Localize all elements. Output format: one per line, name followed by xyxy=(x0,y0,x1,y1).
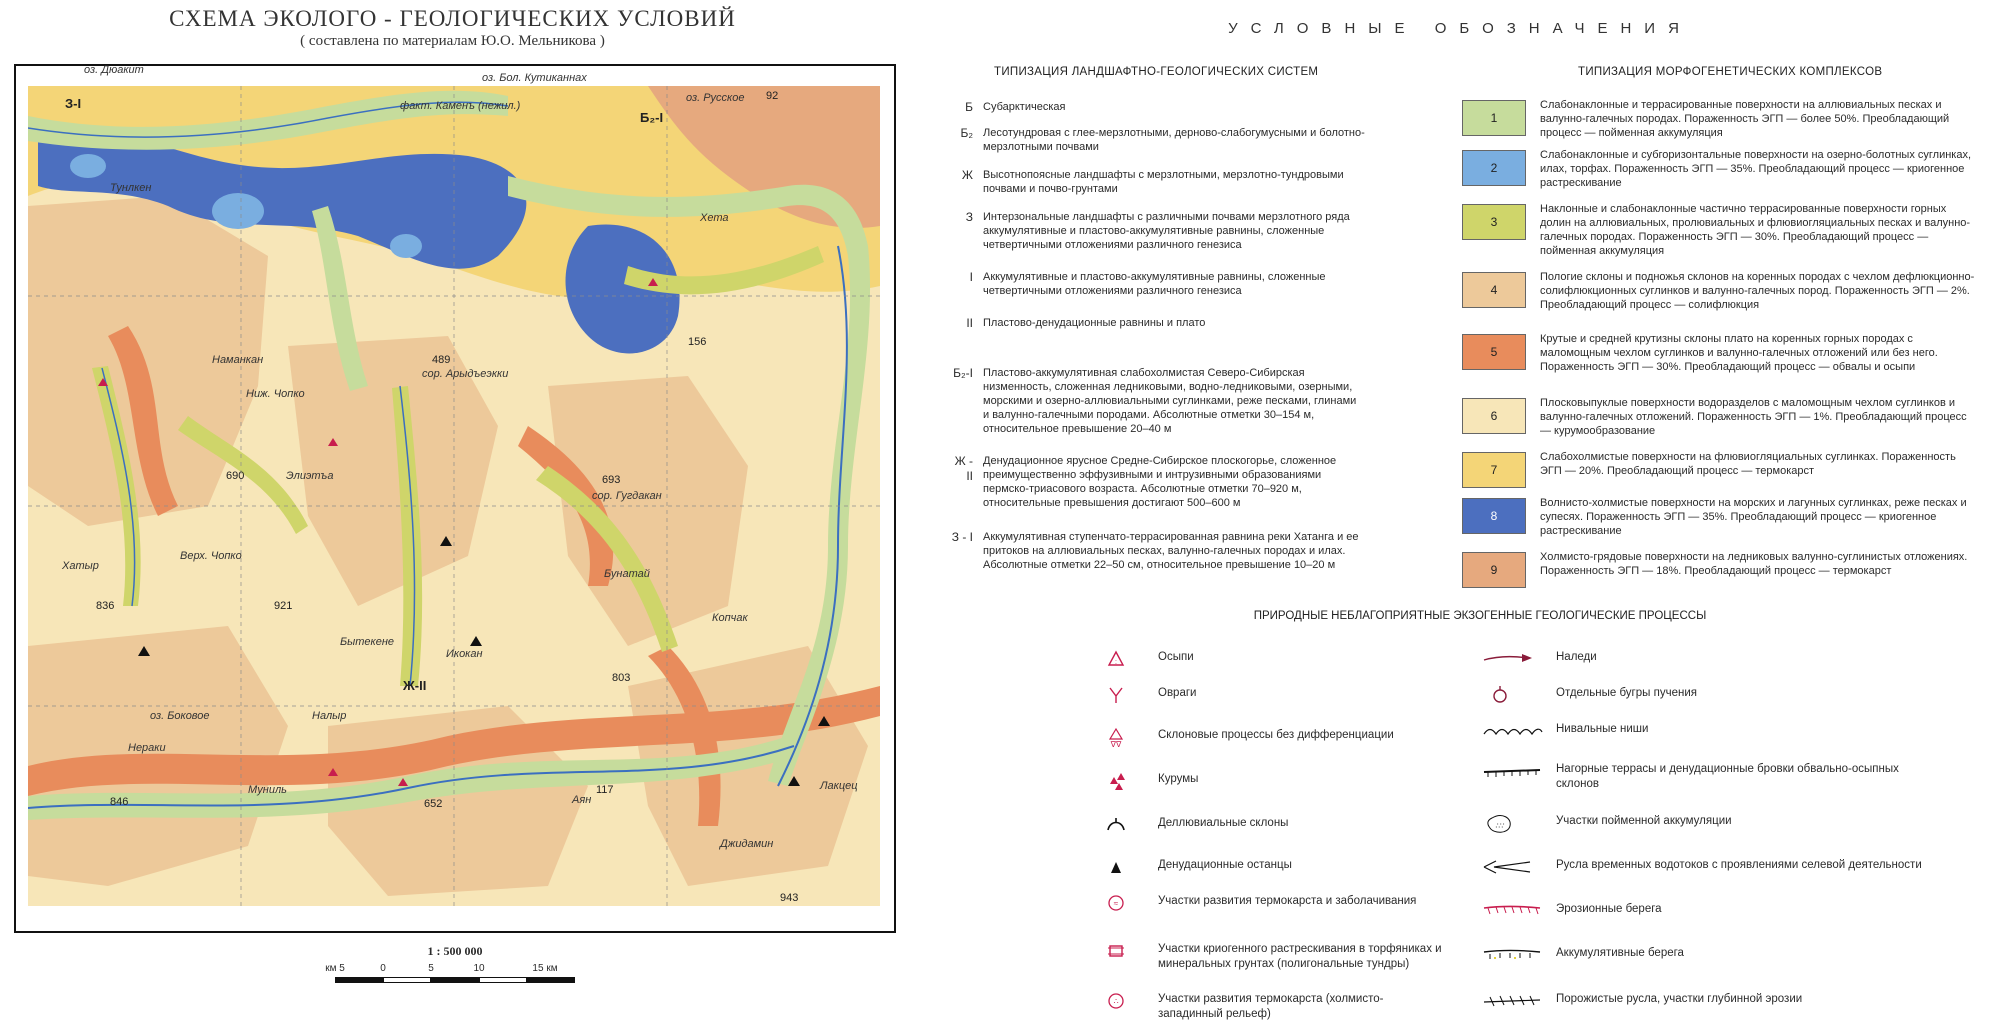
place-label: Копчак xyxy=(712,612,748,624)
process-label: Аккумулятивные берега xyxy=(1556,947,1684,959)
nival-niche-icon xyxy=(1480,720,1520,742)
landscape-item xyxy=(945,210,1365,252)
morpho-swatch: 9 xyxy=(1462,552,1526,588)
landscape-code: Б₂-I xyxy=(953,366,973,380)
elevation-mark: 846 xyxy=(110,796,129,808)
elevation-mark: 489 xyxy=(432,354,451,366)
svg-text::: : xyxy=(1115,659,1117,666)
landscape-item xyxy=(945,270,1365,298)
process-label: Наледи xyxy=(1556,651,1597,663)
place-label: сор. Гугдакан xyxy=(592,490,662,502)
accumulative-bank-icon xyxy=(1480,944,1520,966)
region-label-zh2: Ж-II xyxy=(403,678,427,693)
process-label: Нивальные ниши xyxy=(1556,723,1649,735)
scale-bar xyxy=(320,944,590,997)
geological-map[interactable] xyxy=(28,86,880,906)
scale-tick: 5 xyxy=(428,963,434,974)
rapids-icon xyxy=(1480,990,1520,1012)
scale-tick: 0 xyxy=(380,963,386,974)
place-label: Муниль xyxy=(248,784,287,796)
place-label: Икокан xyxy=(446,648,483,660)
process-label: Порожистые русла, участки глубинной эрозии xyxy=(1556,993,1803,1005)
landscape-code: Ж xyxy=(961,168,973,182)
process-label: Нагорные террасы и денудационные бровки обвально-осыпных склонов xyxy=(1556,763,1899,790)
morpho-swatch: 7 xyxy=(1462,452,1526,488)
elevation-mark: 693 xyxy=(602,474,621,486)
elevation-mark: 803 xyxy=(612,672,631,684)
place-label: Тунлкен xyxy=(110,182,152,194)
thermokarst-swamp-icon xyxy=(1096,892,1136,914)
morpho-text: Волнисто-холмистые поверхности на морских и лагунных суглинках, реже песках и супесях. Пораженность ЭГП — 35%. Преобладающий процесс — криогенное растрескивание xyxy=(1540,497,1967,538)
naledi-icon xyxy=(1480,648,1520,670)
morpho-heading: ТИПИЗАЦИЯ МОРФОГЕНЕТИЧЕСКИХ КОМПЛЕКСОВ xyxy=(1578,66,1883,78)
place-label: факт. Каменъ (нежил.) xyxy=(400,100,521,112)
region-label-b2: Б₂-I xyxy=(640,110,664,125)
place-label: оз. Боковое xyxy=(150,710,210,722)
landscape-item xyxy=(945,100,1365,115)
scale-segment xyxy=(383,977,431,983)
process-label: Участки развития термокарста и заболачивания xyxy=(1158,895,1417,907)
place-label: оз. Дюакит xyxy=(84,64,144,76)
scale-segment xyxy=(527,977,575,983)
process-label: Денудационные останцы xyxy=(1158,859,1292,871)
morpho-text: Пологие склоны и подножья склонов на коренных породах с чехлом дефлюкционно-солифлюкционных суглинков и валунно-галечных пород. Пораженность ЭГП — 2%. Преобладающий процесс — солифлюкция xyxy=(1540,271,1975,312)
landscape-item xyxy=(945,316,1365,331)
scale-tick: 10 xyxy=(473,963,485,974)
place-label: Хатыр xyxy=(62,560,99,572)
region-label-z1: З-I xyxy=(65,96,82,111)
place-label: Ниж. Чопко xyxy=(246,388,305,400)
process-label: Участки пойменной аккумуляции xyxy=(1556,815,1732,827)
place-label: оз. Русское xyxy=(686,92,745,104)
landscape-code: З - I xyxy=(951,530,973,544)
place-label: Верх. Чопко xyxy=(180,550,242,562)
elevation-mark: 117 xyxy=(596,784,614,796)
process-label: Овраги xyxy=(1158,687,1197,699)
landscape-text: Интерзональные ландшафты с различными почвами мерзлотного ряда аккумулятивные и пластово-аккумулятивные равнины, сложенные четвертичными отложениями различного генезиса xyxy=(983,211,1350,252)
svg-text:∴: ∴ xyxy=(1113,997,1119,1006)
place-label: оз. Бол. Кутиканнах xyxy=(482,72,587,84)
process-label: Склоновые процессы без дифференциации xyxy=(1158,729,1394,741)
svg-text:∇∇: ∇∇ xyxy=(1110,740,1122,748)
process-label: Курумы xyxy=(1158,773,1199,785)
process-label: Осыпи xyxy=(1158,651,1194,663)
process-label: Деллювиальные склоны xyxy=(1158,817,1289,829)
scale-tick: 15 км xyxy=(532,963,558,974)
morpho-swatch: 4 xyxy=(1462,272,1526,308)
morpho-swatch: 3 xyxy=(1462,204,1526,240)
place-label: Бунатай xyxy=(604,568,650,580)
landscape-item xyxy=(945,530,1365,572)
morpho-text: Слабонаклонные и субгоризонтальные поверхности на озерно-болотных суглинках, илах, торфах. Пораженность ЭГП — 35%. Преобладающий процесс — криогенное растрескивание xyxy=(1540,149,1972,190)
map-subtitle: ( составлена по материалам Ю.О. Мельникова ) xyxy=(300,33,605,49)
morpho-swatch: 5 xyxy=(1462,334,1526,370)
process-label: Русла временных водотоков с проявлениями селевой деятельности xyxy=(1556,859,1922,871)
elevation-mark: 652 xyxy=(424,798,443,810)
process-label: Участки криогенного растрескивания в торфяниках и минеральных грунтах (полигональные тундры) xyxy=(1158,943,1442,970)
place-label: Бытекене xyxy=(340,636,395,648)
zone-2-lake xyxy=(390,234,422,258)
landscape-code: II xyxy=(966,316,973,330)
denudation-remnant-icon xyxy=(1096,856,1136,878)
kurum-icon xyxy=(1096,770,1136,792)
elevation-mark: 92 xyxy=(766,90,779,102)
place-label: Лакцец xyxy=(820,780,858,792)
morpho-text: Плосковыпуклые поверхности водоразделов с маломощным чехлом суглинков и валунно-галечных отложений. Пораженность ЭГП — 1%. Преобладающий процесс — курумообразование xyxy=(1540,397,1967,438)
landscape-code: Ж - II xyxy=(954,454,973,484)
place-label: Налыр xyxy=(312,710,347,722)
legend-title: УСЛОВНЫЕ ОБОЗНАЧЕНИЯ xyxy=(1228,20,1692,37)
place-label: Джидамин xyxy=(720,838,774,850)
morpho-swatch: 8 xyxy=(1462,498,1526,534)
process-label: Эрозионные берега xyxy=(1556,903,1662,915)
landscape-item xyxy=(945,366,1365,436)
thermokarst-hill-icon xyxy=(1096,990,1136,1012)
landscape-text: Пластово-денудационные равнины и плато xyxy=(983,317,1206,329)
process-label: Отдельные бугры пучения xyxy=(1556,687,1697,699)
morpho-text: Наклонные и слабонаклонные частично террасированные поверхности горных долин на аллювиальных, пролювиальных и флювиогляциальных песках и валунно-галечных породах. Пораженность ЭГП — 30%. Преобладающий процесс — пойменная аккумуляция xyxy=(1540,203,1971,258)
mudflow-channel-icon xyxy=(1480,856,1520,878)
place-label: Элиэтъа xyxy=(286,470,334,482)
morpho-text: Крутые и средней крутизны склоны плато на коренных горных породах с маломощным чехлом суглинков и валунно-галечных отложений или без него. Пораженность ЭГП — 30%. Преобладающий процесс — обвалы и осыпи xyxy=(1540,333,1938,374)
svg-text:∴∵: ∴∵ xyxy=(1495,823,1505,830)
elevation-mark: 943 xyxy=(780,892,799,904)
erosion-bank-icon xyxy=(1480,900,1520,922)
floodplain-icon xyxy=(1480,812,1520,834)
landscape-text: Пластово-аккумулятивная слабохолмистая Северо-Сибирская низменность, сложенная ледниковыми, водно-ледниковыми, озерными, морскими и озерно-аллювиальными суглинками, реже песками, глинами и валунно-галечными породами. Абсолютные отметки 30–154 м, относительное превышение 20–40 м xyxy=(983,367,1357,436)
deluvial-slope-icon xyxy=(1096,814,1136,836)
landscape-item xyxy=(945,126,1365,154)
process-label: Участки развития термокарста (холмисто-западинный рельеф) xyxy=(1158,993,1384,1020)
morpho-swatch: 2 xyxy=(1462,150,1526,186)
process-heading: ПРИРОДНЫЕ НЕБЛАГОПРИЯТНЫЕ ЭКЗОГЕННЫЕ ГЕОЛОГИЧЕСКИЕ ПРОЦЕССЫ xyxy=(1253,610,1707,622)
landscape-code: З xyxy=(965,210,973,224)
morpho-text: Слабонаклонные и террасированные поверхности на аллювиальных песках и валунно-галечных породах. Пораженность ЭГП — более 50%. Преобладающий процесс — пойменная аккумуляция xyxy=(1540,99,1950,140)
landscape-item xyxy=(945,168,1365,196)
scale-segment xyxy=(335,977,383,983)
place-label: сор. Арыдъеэкки xyxy=(422,368,509,380)
scree-icon xyxy=(1096,648,1136,670)
upland-terrace-icon xyxy=(1480,760,1520,782)
scale-tick: км 5 xyxy=(325,963,345,974)
elevation-mark: 156 xyxy=(688,336,707,348)
elevation-mark: 690 xyxy=(226,470,245,482)
morpho-swatch: 1 xyxy=(1462,100,1526,136)
zone-2-lake xyxy=(70,154,106,178)
landscape-code: Б xyxy=(965,100,973,114)
place-label: Хета xyxy=(700,212,729,224)
scale-segment xyxy=(479,977,527,983)
morpho-swatch: 6 xyxy=(1462,398,1526,434)
landscape-text: Аккумулятивная ступенчато-террасированная равнина реки Хатанга и ее притоков на аллювиальных песках, валунно-галечных породах и илах. Абсолютные отметки 22–50 см, относительное превышение 10–20 м xyxy=(983,531,1359,572)
elevation-mark: 836 xyxy=(96,600,115,612)
elevation-mark: 921 xyxy=(274,600,293,612)
scale-ratio: 1 : 500 000 xyxy=(427,944,483,958)
zone-2-lake xyxy=(212,193,264,229)
landscape-code: Б₂ xyxy=(960,126,973,140)
place-label: Аян xyxy=(572,794,592,806)
slope-process-icon xyxy=(1096,726,1136,748)
scale-graphic xyxy=(325,963,575,997)
place-label: Нераки xyxy=(128,742,166,754)
cryogenic-crack-icon xyxy=(1096,940,1136,962)
map-title: СХЕМА ЭКОЛОГО - ГЕОЛОГИЧЕСКИХ УСЛОВИЙ xyxy=(169,6,736,31)
landscape-text: Высотнопоясные ландшафты с мерзлотными, мерзлотно-тундровыми почвами и почво-грунтами xyxy=(983,169,1344,196)
landscape-text: Лесотундровая с глее-мерзлотными, дерново-слабогумусными и болотно-мерзлотными почвами xyxy=(983,127,1365,154)
landscape-text: Субарктическая xyxy=(983,101,1066,113)
frost-mound-icon xyxy=(1480,684,1520,706)
svg-text:≈: ≈ xyxy=(1113,899,1119,908)
place-label: Наманкан xyxy=(212,354,264,366)
morpho-text: Холмисто-грядовые поверхности на ледниковых валунно-суглинистых отложениях. Пораженность ЭГП — 18%. Преобладающий процесс — термокарст xyxy=(1540,551,1968,578)
morpho-text: Слабохолмистые поверхности на флювиогляциальных суглинках. Пораженность ЭГП — 20%. Преобладающий процесс — термокарст xyxy=(1540,451,1956,478)
landscape-item xyxy=(945,454,1365,510)
scale-segment xyxy=(431,977,479,983)
landscape-text: Аккумулятивные и пластово-аккумулятивные равнины, сложенные четвертичными отложениями различного генезиса xyxy=(983,271,1326,298)
ravine-icon xyxy=(1096,684,1136,706)
landscape-code: I xyxy=(969,270,973,284)
landscape-text: Денудационное ярусное Средне-Сибирское плоскогорье, сложенное преимущественно эффузивными и интрузивными образованиями пермско-триасового возраста. Абсолютные отметки 70–920 м, относительные превышения достигают 500–600 м xyxy=(983,455,1337,510)
landscape-heading: ТИПИЗАЦИЯ ЛАНДШАФТНО-ГЕОЛОГИЧЕСКИХ СИСТЕМ xyxy=(994,66,1319,78)
